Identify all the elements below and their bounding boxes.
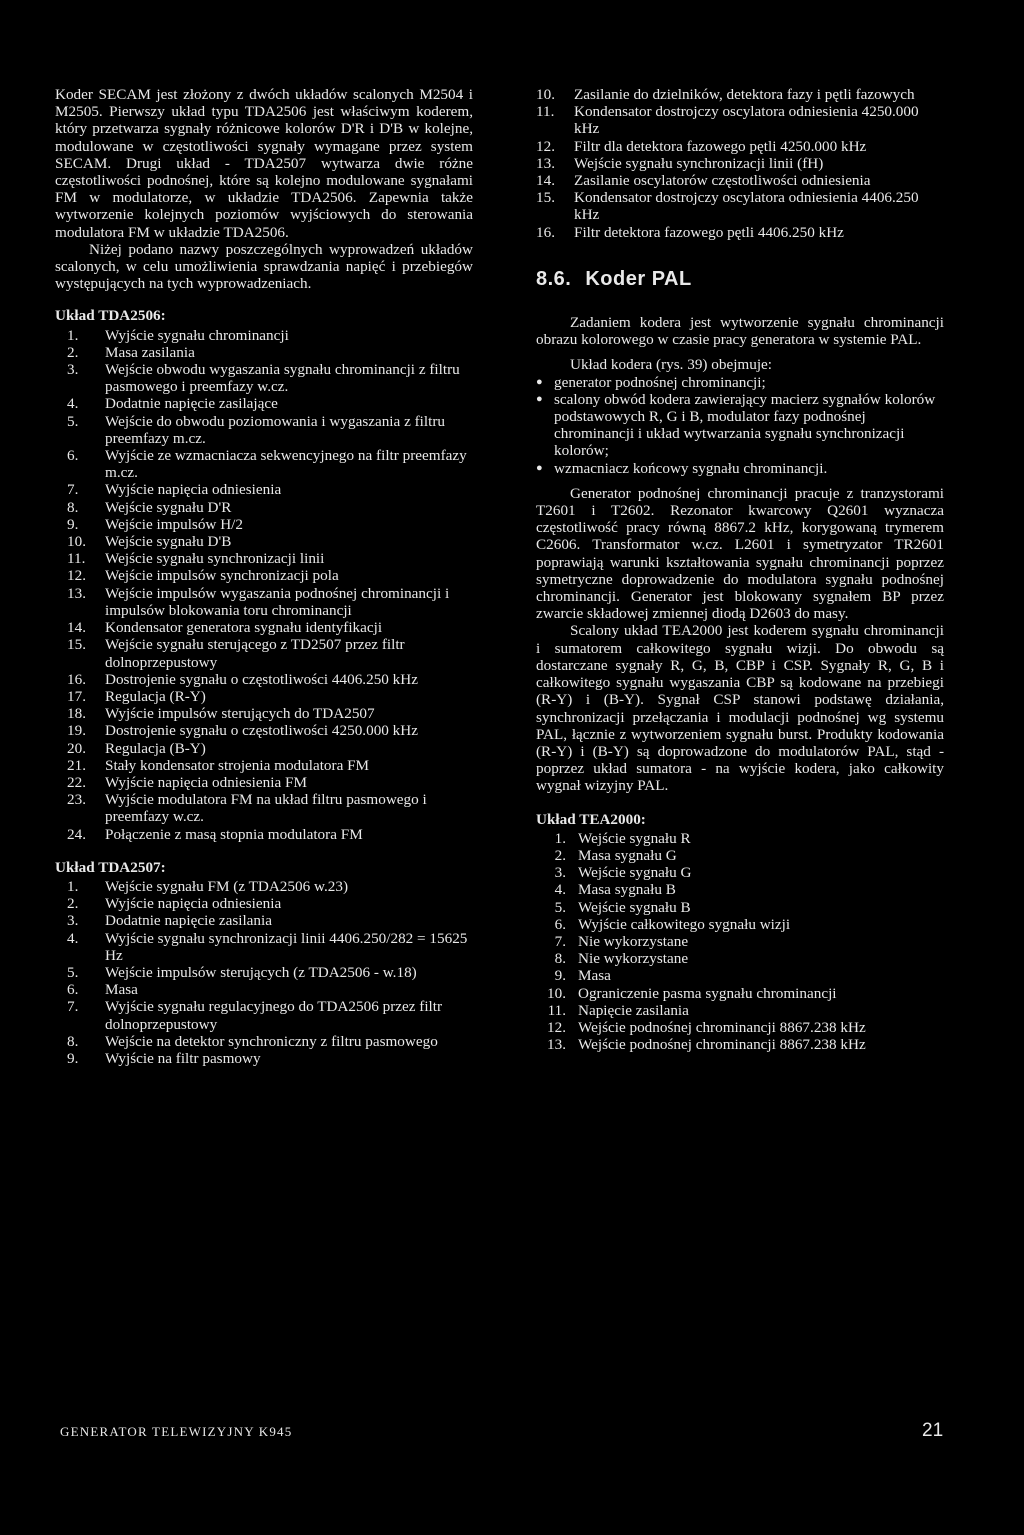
list-item — [542, 847, 944, 864]
list-item-number: 1. — [554, 829, 566, 847]
list-item — [55, 878, 473, 895]
list-item-number: 12. — [547, 1018, 566, 1036]
list-item — [55, 964, 473, 981]
bullet-item — [536, 460, 944, 477]
list-item — [542, 985, 944, 1002]
bullet-list — [536, 374, 944, 477]
list-item — [55, 447, 473, 481]
list-item-number: 21. — [67, 756, 86, 774]
list-item — [55, 912, 473, 929]
list-item-text: Wejście sygnału synchronizacji linii — [105, 550, 325, 568]
list-item-text: Wyjście ze wzmacniacza sekwencyjnego na filtr preemfazy m.cz. — [105, 447, 467, 482]
section-number: 8.6. — [536, 267, 572, 290]
list-tda2506 — [55, 327, 473, 843]
list-item-text: Wyjście napięcia odniesienia — [105, 895, 282, 913]
list-item — [55, 585, 473, 619]
list-item — [542, 881, 944, 898]
list-item — [55, 567, 473, 584]
list-tda2507-continued — [536, 86, 944, 241]
list-item — [55, 619, 473, 636]
list-item-number: 12. — [536, 137, 555, 155]
list-item-text: Napięcie zasilania — [578, 1001, 689, 1019]
left-column — [55, 86, 473, 1067]
list-tea2000 — [536, 830, 944, 1054]
list-item-number: 8. — [67, 498, 79, 516]
list-item-text: Wejście impulsów sterujących (z TDA2506 - w.18) — [105, 963, 417, 981]
list-item — [55, 499, 473, 516]
list-item-number: 9. — [67, 515, 79, 533]
list-item — [542, 950, 944, 967]
list-item-number: 13. — [536, 154, 555, 172]
pal-paragraph-2: Układ kodera (rys. 39) obejmuje: — [570, 356, 773, 374]
list-item — [542, 1036, 944, 1053]
list-item-number: 20. — [67, 739, 86, 757]
section-title: Koder PAL — [585, 267, 692, 290]
pal-paragraph-3: Generator podnośnej chrominancji pracuje z tranzystorami T2601 i T2602. Rezonator kwarcowy Q2601 wyznacza częstotliwość pracy równą 8867.2 kHz, korygowaną trymerem C2606. Transformator w.cz. L2601 i symetryzator TR2601 poprawiają warunki kształtowania sygnału chrominancji poprzez symetryczne doprowadzenie do modulatora sygnału podnośnej chrominancji. Generator jest blokowany sygnałem BP przez zwarcie składowej zmiennej diodą D2603 do masy. — [536, 484, 944, 623]
list-item — [536, 103, 944, 137]
list-item-number: 17. — [67, 687, 86, 705]
bullet-dot-icon: ● — [536, 375, 543, 388]
list-item-text: Dodatnie napięcie zasilania — [105, 912, 272, 930]
list-item-number: 14. — [67, 619, 86, 637]
intro-paragraph-1: Koder SECAM jest złożony z dwóch układów scalonych M2504 i M2505. Pierwszy układ typu TDA2506 jest właściwym koderem, który przetwarza sygnały różnicowe kolorów D'R i D'B w kolejne, modulowane w częstotliwości sygnały wymagane przez system SECAM. Drugi układ - TDA2507 wytwarza dwie różne częstotliwości podnośnej, które są kolejno modulowane sygnałami FM w modulatorze, w układzie TDA2506. Zapewnia także wytworzenie kolejnych poziomów wyjściowych do sterowania modulatora FM w układzie TDA2506. — [55, 86, 473, 241]
list-title-tda2506: Układ TDA2506: — [55, 307, 166, 325]
section-heading — [536, 267, 944, 290]
list-item-text: Masa — [105, 981, 138, 999]
list-item-number: 12. — [67, 567, 86, 585]
list-item — [536, 86, 944, 103]
list-item-number: 8. — [67, 1032, 79, 1050]
list-item-text: Wyjście napięcia odniesienia FM — [105, 773, 307, 791]
list-item-text: Wejście na detektor synchroniczny z filtru pasmowego — [105, 1032, 438, 1050]
list-item-number: 3. — [67, 912, 79, 930]
list-item-text: Wyjście modulatora FM na układ filtru pasmowego i preemfazy w.cz. — [105, 791, 427, 826]
list-item-text: Wejście sygnału synchronizacji linii (fH) — [574, 154, 824, 172]
list-item-text: Wejście sygnału sterującego z TD2507 przez filtr dolnoprzepustowy — [105, 636, 405, 671]
list-item — [55, 998, 473, 1032]
list-item-number: 16. — [67, 670, 86, 688]
list-item-text: Wyjście napięcia odniesienia — [105, 481, 282, 499]
list-item-number: 19. — [67, 722, 86, 740]
list-item-number: 5. — [554, 898, 566, 916]
list-item-number: 10. — [536, 86, 555, 103]
list-item-text: Wejście impulsów H/2 — [105, 515, 243, 533]
list-item-text: Wejście impulsów synchronizacji pola — [105, 567, 339, 585]
list-item-number: 14. — [536, 172, 555, 190]
list-item — [55, 1050, 473, 1067]
list-item-text: Nie wykorzystane — [578, 950, 689, 968]
list-item — [536, 224, 944, 241]
list-item — [55, 895, 473, 912]
list-item-text: Dostrojenie sygnału o częstotliwości 4406.250 kHz — [105, 670, 418, 688]
list-item-text: Regulacja (R-Y) — [105, 687, 206, 705]
list-item — [55, 981, 473, 998]
footer-title: GENERATOR TELEWIZYJNY K945 — [60, 1424, 293, 1439]
list-item-text: Wejście sygnału R — [578, 829, 691, 847]
list-item-text: Wejście sygnału FM (z TDA2506 w.23) — [105, 877, 349, 895]
list-item-number: 16. — [536, 223, 555, 241]
list-item-text: Wyjście całkowitego sygnału wizji — [578, 915, 791, 933]
list-item-text: Dodatnie napięcie zasilające — [105, 395, 278, 413]
list-item-number: 10. — [67, 533, 86, 551]
list-item-number: 11. — [536, 103, 555, 121]
list-item — [536, 189, 944, 223]
list-item — [55, 774, 473, 791]
list-item-text: Kondensator generatora sygnału identyfikacji — [105, 619, 383, 637]
list-item-number: 15. — [536, 189, 555, 207]
list-item — [55, 688, 473, 705]
list-item-number: 6. — [554, 915, 566, 933]
bullet-item — [536, 391, 944, 460]
list-item-text: Masa sygnału G — [578, 846, 677, 864]
list-item-number: 5. — [67, 412, 79, 430]
list-item-number: 4. — [67, 929, 79, 947]
list-item-number: 9. — [67, 1049, 79, 1067]
list-item — [55, 740, 473, 757]
list-item-number: 4. — [554, 881, 566, 899]
list-item-text: Masa zasilania — [105, 343, 195, 361]
list-item-text: Stały kondensator strojenia modulatora FM — [105, 756, 370, 774]
list-title-tda2507: Układ TDA2507: — [55, 858, 166, 876]
bullet-dot-icon: ● — [536, 461, 543, 474]
list-item-text: Zasilanie oscylatorów częstotliwości odniesienia — [574, 172, 871, 190]
list-item-text: Wejście podnośnej chrominancji 8867.238 kHz — [578, 1036, 866, 1054]
list-item-number: 9. — [554, 967, 566, 985]
list-item-text: Kondensator dostrojczy oscylatora odniesienia 4250.000 kHz — [574, 103, 919, 138]
list-item-text: Wejście podnośnej chrominancji 8867.238 kHz — [578, 1018, 866, 1036]
list-item-number: 18. — [67, 705, 86, 723]
right-column — [536, 86, 944, 1053]
list-item-text: Filtr dla detektora fazowego pętli 4250.000 kHz — [574, 137, 867, 155]
list-item-number: 7. — [67, 998, 79, 1016]
list-item-text: Wejście do obwodu poziomowania i wygaszania z filtru preemfazy m.cz. — [105, 412, 445, 447]
list-item-text: Wyjście na filtr pasmowy — [105, 1049, 261, 1067]
list-item-number: 15. — [67, 636, 86, 654]
list-item — [55, 533, 473, 550]
list-item-number: 3. — [67, 361, 79, 379]
list-item-text: Wejście sygnału G — [578, 864, 692, 882]
list-item-number: 5. — [67, 963, 79, 981]
list-item-text: Wejście sygnału D'R — [105, 498, 232, 516]
list-item — [55, 705, 473, 722]
list-item-text: Wyjście sygnału chrominancji — [105, 326, 289, 344]
list-item-number: 2. — [67, 895, 79, 913]
list-item-number: 4. — [67, 395, 79, 413]
list-item-number: 6. — [67, 981, 79, 999]
bullet-text: wzmacniacz końcowy sygnału chrominancji. — [554, 459, 828, 477]
list-item — [55, 1033, 473, 1050]
list-item-text: Ograniczenie pasma sygnału chrominancji — [578, 984, 837, 1002]
list-item — [55, 327, 473, 344]
list-item-text: Zasilanie do dzielników, detektora fazy i pętli fazowych — [574, 86, 915, 103]
list-item — [55, 361, 473, 395]
list-item-number: 11. — [67, 550, 86, 568]
pal-paragraph-1: Zadaniem kodera jest wytworzenie sygnału chrominancji obrazu kolorowego w czasie pracy generatora w systemie PAL. — [536, 314, 944, 349]
list-item-number: 13. — [547, 1036, 566, 1054]
bullet-dot-icon: ● — [536, 392, 543, 405]
bullet-text: scalony obwód kodera zawierający macierz sygnałów kolorów podstawowych R, G i B, modulator fazy podnośnej chrominancji i układ wytwarzania sygnału synchronizacji kolorów; — [554, 390, 936, 460]
list-item-text: Wyjście sygnału regulacyjnego do TDA2506 przez filtr dolnoprzepustowy — [105, 998, 443, 1033]
list-item-text: Regulacja (B-Y) — [105, 739, 206, 757]
list-item-text: Wejście sygnału B — [578, 898, 691, 916]
list-item-number: 1. — [67, 877, 79, 895]
list-item-number: 13. — [67, 584, 86, 602]
bullet-text: generator podnośnej chrominancji; — [554, 373, 766, 391]
list-item — [542, 1002, 944, 1019]
list-item — [542, 933, 944, 950]
list-item — [542, 916, 944, 933]
list-item-text: Nie wykorzystane — [578, 932, 689, 950]
list-item — [536, 172, 944, 189]
list-item — [542, 967, 944, 984]
list-item-text: Wejście impulsów wygaszania podnośnej chrominancji i impulsów blokowania toru chrominancji — [105, 584, 450, 619]
list-item — [536, 155, 944, 172]
list-item-text: Wejście obwodu wygaszania sygnału chrominancji z filtru pasmowego i preemfazy w.cz. — [105, 361, 460, 396]
list-item-text: Wejście sygnału D'B — [105, 533, 232, 551]
list-item — [542, 1019, 944, 1036]
list-item — [55, 413, 473, 447]
list-item — [55, 826, 473, 843]
list-item-number: 22. — [67, 773, 86, 791]
page-number: 21 — [922, 1420, 944, 1441]
list-item — [55, 481, 473, 498]
list-item-text: Kondensator dostrojczy oscylatora odniesienia 4406.250 kHz — [574, 189, 919, 224]
intro-paragraph-2: Niżej podano nazwy poszczególnych wyprowadzeń układów scalonych, w celu umożliwienia sprawdzania napięć i przebiegów występujących na tych wyprowadzeniach. — [55, 240, 473, 293]
list-item — [55, 930, 473, 964]
list-item-number: 1. — [67, 326, 79, 344]
list-item — [55, 791, 473, 825]
list-item — [55, 516, 473, 533]
list-item — [55, 722, 473, 739]
list-title-tea2000: Układ TEA2000: — [536, 810, 646, 828]
list-item-text: Masa sygnału B — [578, 881, 676, 899]
list-item-number: 3. — [554, 864, 566, 882]
list-item — [55, 636, 473, 670]
list-item — [55, 395, 473, 412]
list-item-text: Wyjście sygnału synchronizacji linii 4406.250/282 = 15625 Hz — [105, 929, 468, 964]
list-item-text: Masa — [578, 967, 611, 985]
list-item-number: 24. — [67, 825, 86, 843]
list-item-number: 8. — [554, 950, 566, 968]
list-item-number: 7. — [67, 481, 79, 499]
list-item-text: Filtr detektora fazowego pętli 4406.250 kHz — [574, 223, 844, 241]
list-tda2507 — [55, 878, 473, 1067]
list-item-number: 6. — [67, 447, 79, 465]
list-item-number: 11. — [547, 1001, 566, 1019]
list-item — [542, 864, 944, 881]
list-item — [55, 550, 473, 567]
list-item — [542, 899, 944, 916]
list-item-text: Dostrojenie sygnału o częstotliwości 4250.000 kHz — [105, 722, 418, 740]
list-item-text: Połączenie z masą stopnia modulatora FM — [105, 825, 363, 843]
pal-paragraph-4: Scalony układ TEA2000 jest koderem sygnału chrominancji i sumatorem całkowitego sygnału wizji. Do obwodu są dostarczane sygnały R, G, B, CBP i CSP. Sygnały R, G, B i całkowitego sygnału wygaszania CBP są kodowane na przebiegi (R-Y) i (B-Y). Sygnał CSP stanowi podstawę działania, synchronizacji przełączania i modulacji podnośnej wg systemu PAL, łącznie z wytworzeniem sygnału burst. Produkty kodowania (R-Y) i (B-Y) są doprowadzone do modulatorów PAL, stąd - poprzez układ sumatora - na wyjście kodera, jako całkowity wygnał wizyjny PAL. — [536, 622, 944, 795]
list-item-number: 7. — [554, 932, 566, 950]
list-item — [55, 757, 473, 774]
list-item — [536, 138, 944, 155]
list-item-number: 10. — [547, 984, 566, 1002]
list-item — [55, 344, 473, 361]
list-item-number: 2. — [554, 846, 566, 864]
list-item-number: 2. — [67, 343, 79, 361]
list-item — [542, 830, 944, 847]
list-item-number: 23. — [67, 791, 86, 809]
list-item — [55, 671, 473, 688]
bullet-item — [536, 374, 944, 391]
list-item-text: Wyjście impulsów sterujących do TDA2507 — [105, 705, 375, 723]
